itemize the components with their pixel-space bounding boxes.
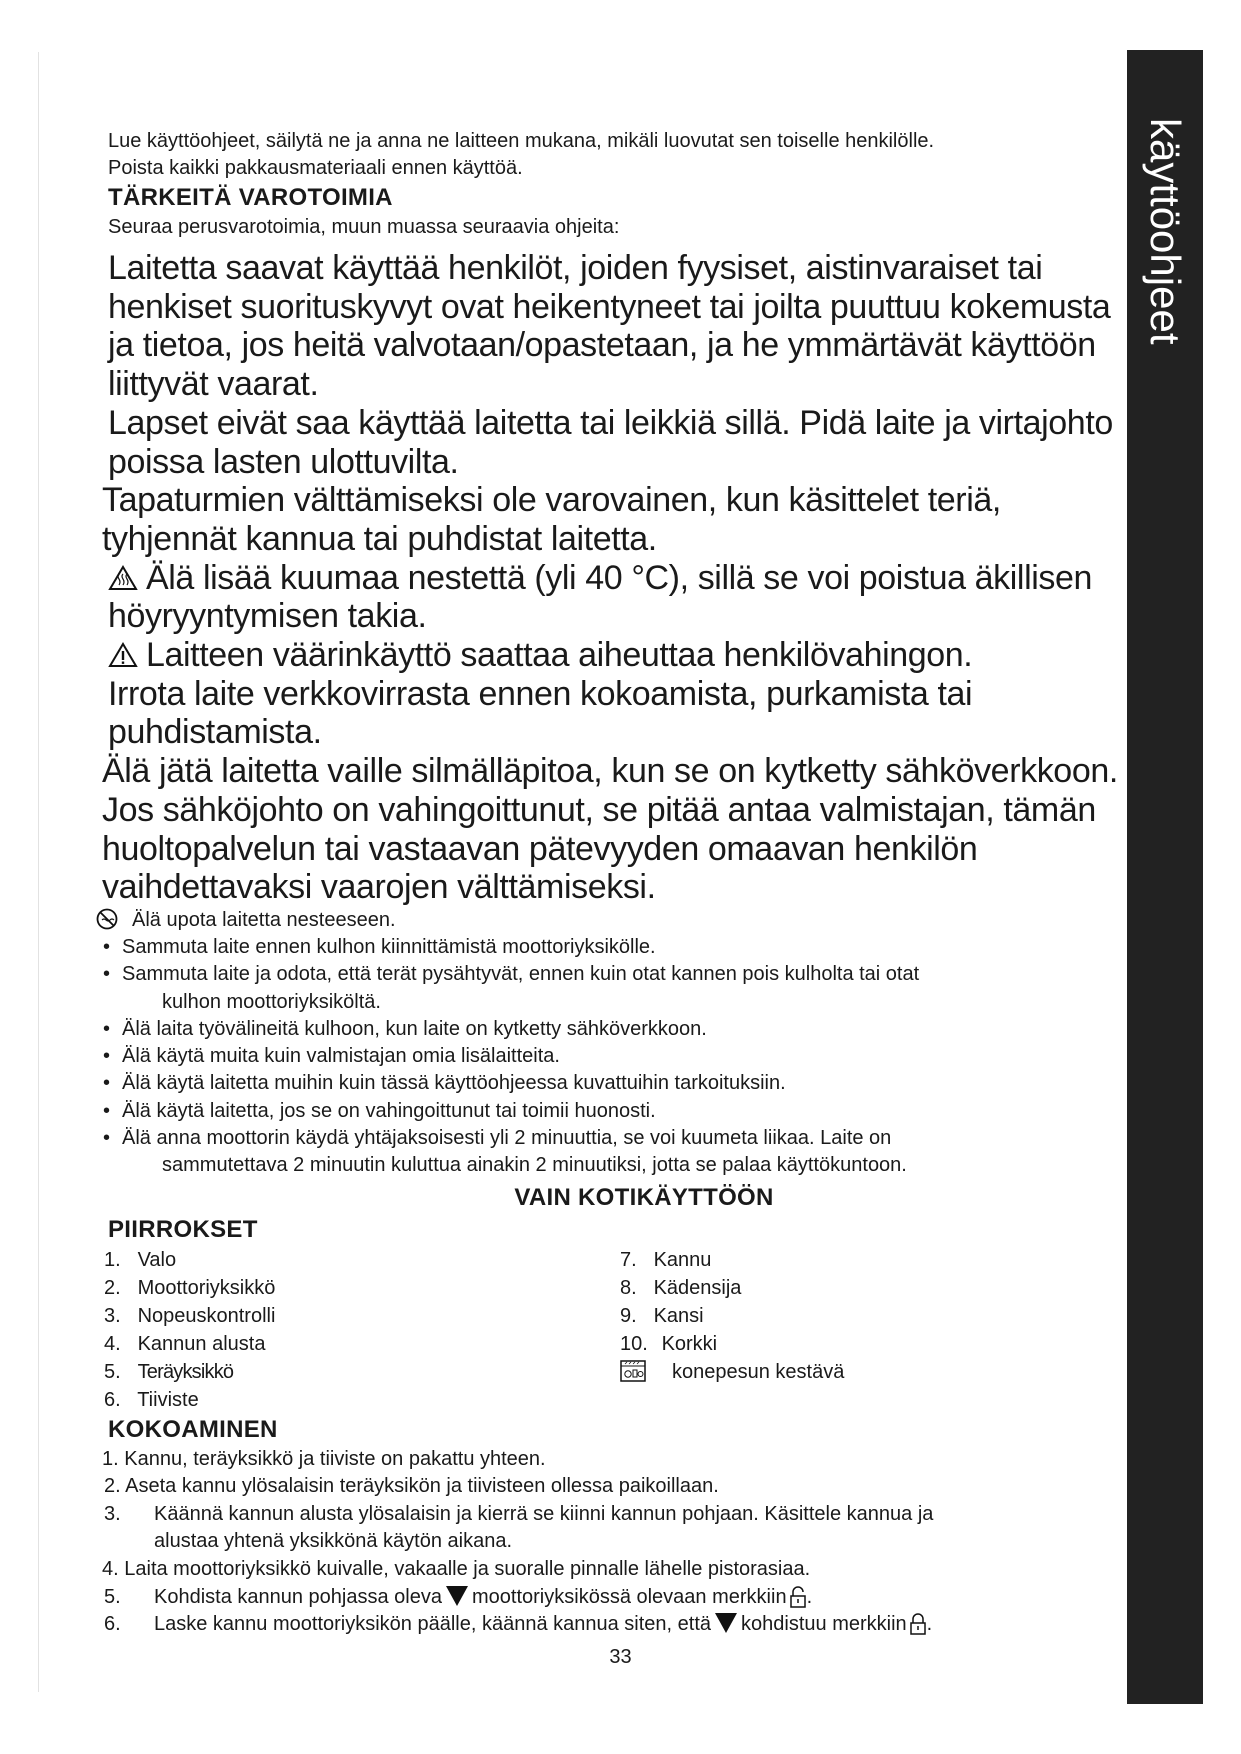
do-not-immerse-icon [96,908,118,930]
no-immerse-text: Älä upota laitetta nesteeseen. [132,908,396,931]
assembly-heading: KOKOAMINEN [108,1415,278,1443]
list-item: 2. Aseta kannu ylösalaisin teräyksikön ja tiivisteen ollessa paikoillaan. [104,1475,719,1498]
drawings-heading: PIIRROKSET [108,1215,258,1243]
bullet-glyph: • [103,935,111,958]
safety-hot-liquid [108,559,1120,636]
list-item-text: Älä anna moottorin käydä yhtäjaksoisesti yli 2 minuuttia, se voi kuumeta liikaa. Laite on [122,1127,892,1150]
bullet-glyph: • [103,1045,111,1068]
safety-para-children: Lapset eivät saa käyttää laitetta tai leikkiä sillä. Pidä laite ja virtajohto poissa lasten ulottuvilta. [108,403,1113,481]
parts-column-left [104,1246,275,1414]
list-item-text: Sammuta laite ja odota, että terät pysähtyvät, ennen kuin otat kannen pois kulholta tai otat [122,963,920,986]
safety-misuse [108,636,1120,675]
list-item-continuation: sammutettava 2 minuutin kuluttua ainakin 2 minuutiksi, jotta se palaa käyttökuntoon. [162,1154,907,1177]
part-item: 10. Korkki [620,1332,718,1355]
list-item [103,1043,1120,1070]
page-margin-rule [38,52,39,1692]
list-item: 6. Laske kannu moottoriyksikön päälle, käännä kannua siten, että kohdistuu merkkiin . [104,1613,933,1636]
bullet-glyph: • [103,1099,111,1122]
safety-unplug: Irrota laite verkkovirrasta ennen kokoamista, purkamista tai puhdistamista. [108,674,973,752]
page-number: 33 [609,1646,632,1668]
part-item: 1. Valo [104,1248,177,1271]
locked-padlock-icon [909,1612,927,1636]
hot-steam-warning-icon [108,565,138,591]
intro-line-2: Poista kaikki pakkausmateriaali ennen käyttöä. [108,157,523,179]
bullet-glyph: • [103,1072,111,1095]
warning-icon [108,642,138,668]
safety-unattended: Älä jätä laitetta vaille silmälläpitoa, kun se on kytketty sähköverkkoon. [102,752,1118,791]
safety-subheading: Seuraa perusvarotoimia, muun muassa seuraavia ohjeita: [108,216,620,238]
part-item: 7. Kannu [620,1248,712,1271]
list-item-text: Sammuta laite ennen kulhon kiinnittämistä moottoriyksikölle. [122,935,656,958]
part-item: 5. Teräyksikkö [104,1360,234,1383]
page-content [102,128,1120,1639]
list-item: 1. Kannu, teräyksikkö ja tiiviste on pakattu yhteen. [102,1447,546,1470]
list-item [103,1125,1120,1180]
list-item: 4. Laita moottoriyksikkö kuivalle, vakaalle ja suoralle pinnalle lähelle pistorasiaa. [102,1558,811,1580]
safety-bullet-list [103,934,1120,1180]
bullet-glyph: • [103,1017,111,1040]
list-item: 5. Kohdista kannun pohjassa oleva moottoriyksikössä olevaan merkkiin . [104,1585,813,1608]
part-item: 6. Tiiviste [104,1388,199,1411]
list-item-text: Älä käytä laitetta muihin kuin tässä käyttöohjeessa kuvattuihin tarkoituksiin. [122,1072,786,1095]
list-item [103,1098,1120,1125]
safety-para-blades: Tapaturmien välttämiseksi ole varovainen, kun käsittelet teriä, tyhjennät kannua tai puhdistat laitetta. [102,481,1001,558]
hot-liquid-text: Älä lisää kuumaa nestettä (yli 40 °C), sillä se voi poistua äkillisen höyryyntymisen takia. [108,558,1092,636]
safety-para-supervision: Laitetta saavat käyttää henkilöt, joiden fyysiset, aistinvaraiset tai henkiset suorituskyvyt ovat heikentyneet tai joilta puuttuu kokemusta ja tietoa, jos heitä valvotaan/opastetaan, ja he ymmärtävät käyttöön liittyvät vaarat. [108,249,1111,404]
alignment-triangle-icon [715,1613,737,1633]
list-item [103,1016,1120,1043]
household-use-heading: VAIN KOTIKÄYTTÖÖN [514,1183,774,1211]
list-item-text: Älä käytä laitetta, jos se on vahingoittunut tai toimii huonosti. [122,1099,656,1122]
bullet-glyph: • [103,1127,111,1150]
drawings-parts-list [104,1246,1120,1414]
list-item: 3. Käännä kannun alusta ylösalaisin ja kierrä se kiinni kannun pohjaan. Käsittele kannua ja alustaa yhtenä yksikkönä käytön aikana. [104,1502,934,1553]
bullet-glyph: • [103,963,111,986]
alignment-triangle-icon [446,1586,468,1606]
unlocked-padlock-icon [789,1585,807,1609]
dishwasher-safe-icon [620,1360,646,1382]
list-item-text: Älä laita työvälineitä kulhoon, kun laite on kytketty sähköverkkoon. [122,1017,707,1040]
assembly-steps [102,1446,1120,1639]
part-item: 2. Moottoriyksikkö [104,1276,276,1299]
side-tab-label: käyttöohjeet [1142,118,1189,345]
dishwasher-safe-text: konepesun kestävä [672,1360,845,1383]
parts-column-right [620,1246,844,1386]
list-item-text: Älä käytä muita kuin valmistajan omia lisälaitteita. [122,1045,560,1068]
intro-line-1: Lue käyttöohjeet, säilytä ne ja anna ne laitteen mukana, mikäli luovutat sen toiselle henkilölle. [108,130,935,152]
part-item: 4. Kannun alusta [104,1332,266,1355]
misuse-text: Laitteen väärinkäyttö saattaa aiheuttaa henkilövahingon. [146,636,973,675]
safety-no-immerse [94,907,1120,934]
part-item: 3. Nopeuskontrolli [104,1304,276,1327]
part-item: 8. Kädensija [620,1276,742,1299]
list-item-continuation: kulhon moottoriyksiköltä. [162,990,381,1013]
safety-cord: Jos sähköjohto on vahingoittunut, se pitää antaa valmistajan, tämän huoltopalvelun tai vastaavan pätevyyden omaavan henkilön vaihdettavaksi vaarojen välttämiseksi. [102,790,1096,907]
part-item: 9. Kansi [620,1304,704,1327]
list-item [103,1070,1120,1097]
safety-heading: TÄRKEITÄ VAROTOIMIA [108,184,393,211]
dishwasher-safe-note [620,1358,844,1386]
list-item [103,961,1120,1016]
list-item [103,934,1120,961]
